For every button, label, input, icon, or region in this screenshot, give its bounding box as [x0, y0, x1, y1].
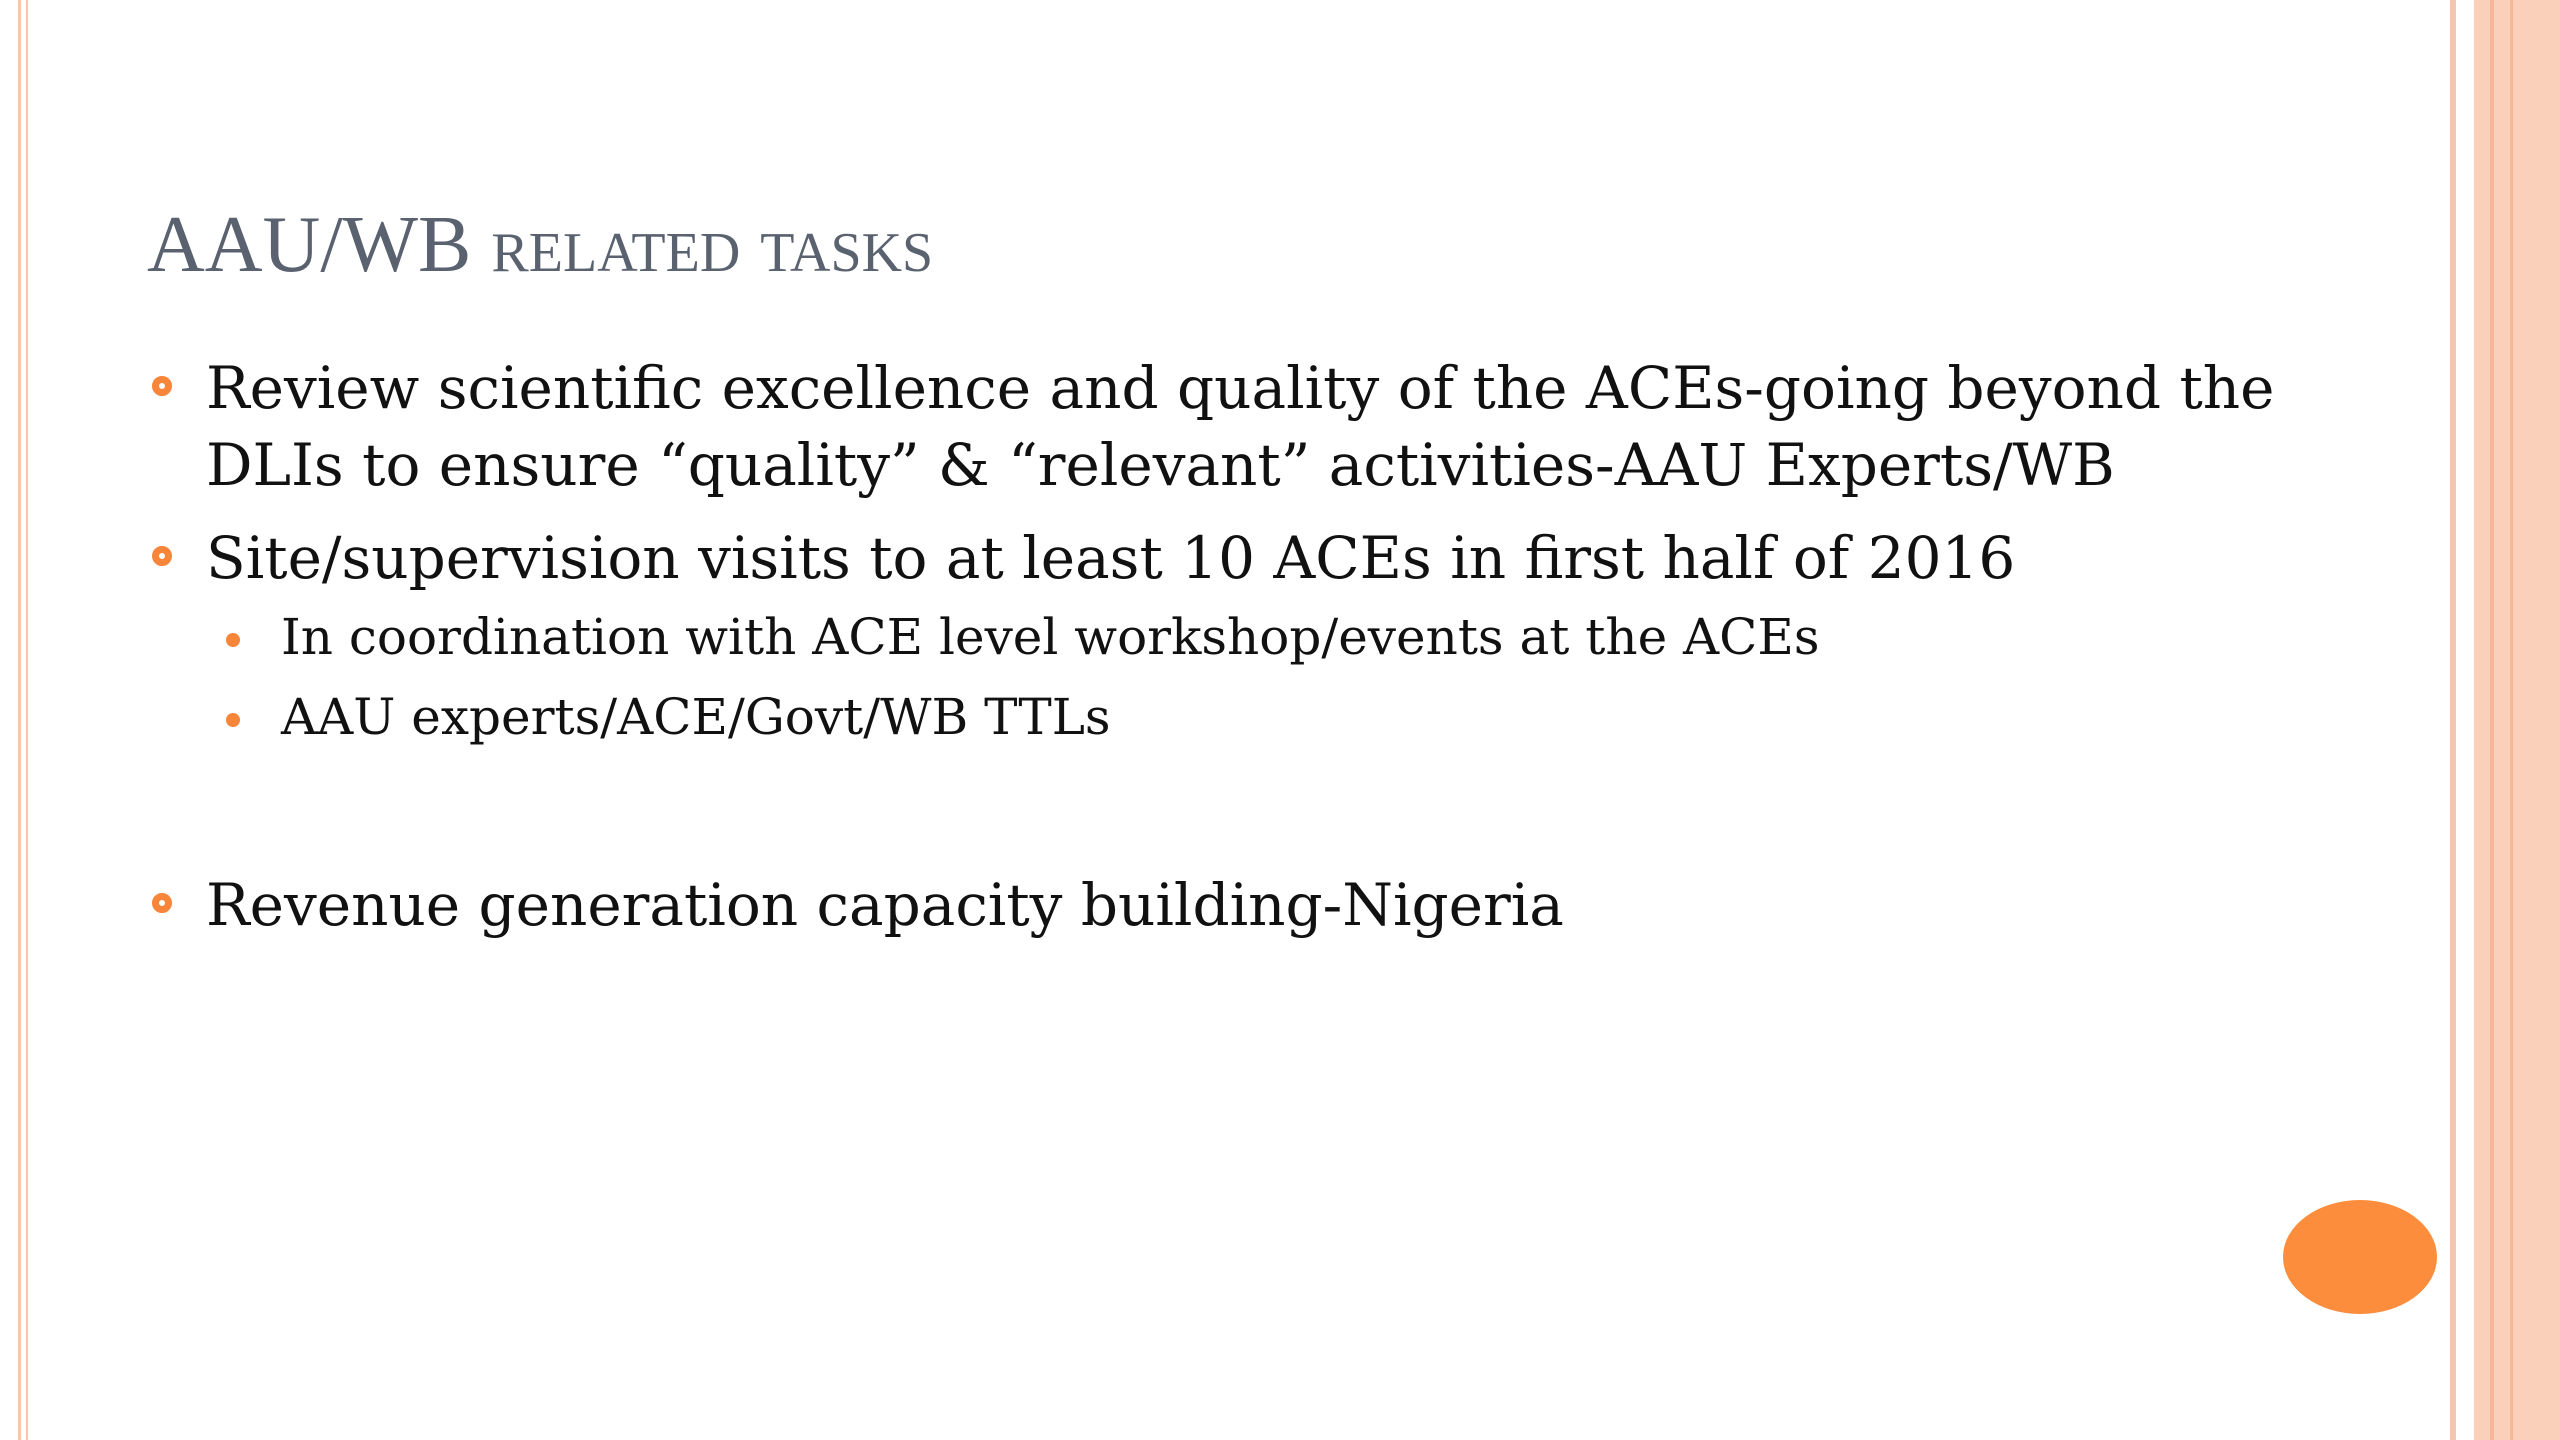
right-border-line	[2490, 0, 2494, 1440]
bullet-text: Site/supervision visits to at least 10 ACEs in first half of 2016	[206, 524, 2016, 592]
sub-bullet-item	[150, 677, 2300, 757]
bullet-item	[150, 350, 2300, 504]
ring-bullet-icon	[152, 546, 172, 566]
ring-bullet-icon	[152, 376, 172, 396]
ring-bullet-icon	[152, 893, 172, 913]
bullet-item	[150, 867, 2300, 944]
slide-title	[147, 200, 933, 291]
dot-bullet-icon	[226, 713, 240, 727]
title-rest: related tasks	[491, 201, 934, 289]
right-border-band	[2474, 0, 2560, 1440]
bullet-text: Review scientific excellence and quality of the ACEs-going beyond the DLIs to ensure “quality” & “relevant” activities-AAU Experts/WB	[206, 354, 2275, 499]
sub-bullet-text: In coordination with ACE level workshop/events at the ACEs	[281, 608, 1820, 666]
title-main: AAU/WB	[147, 201, 472, 289]
dot-bullet-icon	[226, 633, 240, 647]
decorative-circle	[2283, 1200, 2437, 1314]
bullet-item	[150, 520, 2300, 597]
left-border-line	[18, 0, 21, 1440]
right-border-line	[2450, 0, 2456, 1440]
bullet-text: Revenue generation capacity building-Nigeria	[206, 871, 1564, 939]
sub-bullet-item	[150, 597, 2300, 677]
right-border-line	[2510, 0, 2513, 1440]
sub-bullet-text: AAU experts/ACE/Govt/WB TTLs	[281, 688, 1111, 746]
slide-content	[150, 350, 2300, 944]
left-border-line	[26, 0, 28, 1440]
